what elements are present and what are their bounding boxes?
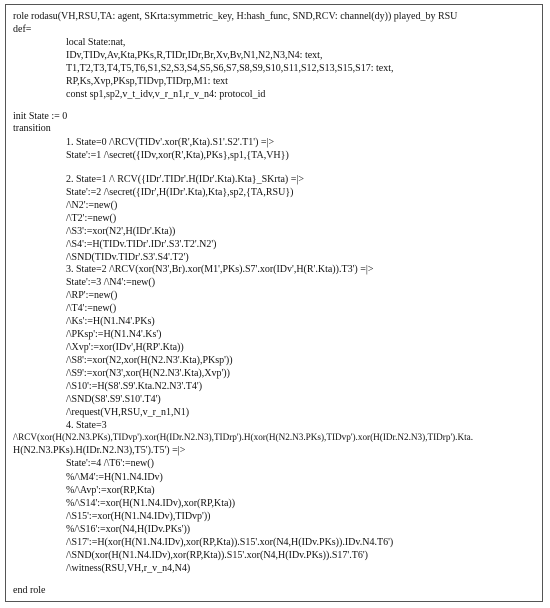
code-line: const sp1,sp2,v_t_idv,v_r_n1,r_v_n4: protocol_id — [66, 89, 266, 101]
code-line: local State:nat, — [66, 37, 126, 49]
code-line: 3. State=2 /\RCV(xor(N3',Br).xor(M1',PKs).S7'.xor(IDv',H(R'.Kta)).T3') =|> — [66, 264, 374, 276]
code-line: State':=1 /\secret({IDv,xor(R',Kta),PKs},sp1,{TA,VH}) — [66, 149, 289, 161]
code-line: State':=2 /\secret({IDr',H(IDr'.Kta),Kta},sp2,{TA,RSU}) — [66, 186, 294, 198]
code-line: transition — [13, 122, 51, 134]
code-line: %/\Avp':=xor(RP,Kta) — [66, 484, 155, 496]
code-line: /\witness(RSU,VH,r_v_n4,N4) — [66, 562, 191, 574]
code-listing-frame — [5, 4, 543, 602]
code-line: /\S8':=xor(N2,xor(H(N2.N3'.Kta),PKsp')) — [66, 355, 233, 367]
code-line: T1,T2,T3,T4,T5,T6,S1,S2,S3,S4,S5,S6,S7,S8,S9,S10,S11,S12,S13,S15,S17: text, — [66, 63, 394, 75]
code-line: /\T4':=new() — [66, 303, 117, 315]
code-line: /\SND(S8'.S9'.S10'.T4') — [66, 394, 161, 406]
code-line: %/\S14':=xor(H(N1.N4.IDv),xor(RP,Kta)) — [66, 497, 236, 509]
code-line: /\request(VH,RSU,v_r_n1,N1) — [66, 407, 190, 419]
code-line: /\SND(TIDv.TIDr'.S3'.S4'.T2') — [66, 251, 189, 263]
code-line: /\SND(xor(H(N1.N4.IDv),xor(RP,Kta)).S15'.xor(N4,H(IDv.PKs)).S17'.T6') — [66, 549, 368, 561]
code-line: init State := 0 — [13, 110, 68, 122]
code-line: /\Ks':=H(N1.N4'.PKs) — [66, 316, 155, 328]
code-line: /\S4':=H(TIDv.TIDr'.IDr'.S3'.T2'.N2') — [66, 238, 217, 250]
code-line: role rodasu(VH,RSU,TA: agent, SKrta:symmetric_key, H:hash_func, SND,RCV: channel(dy)) played_by RSU — [13, 11, 458, 22]
code-line: /\S9':=xor(N3',xor(H(N2.N3'.Kta),Xvp')) — [66, 368, 230, 380]
code-line: /\RP':=new() — [66, 290, 118, 302]
code-line: %/\M4':=H(N1.N4.IDv) — [66, 471, 163, 483]
code-line: 1. State=0 /\RCV(TIDv'.xor(R',Kta).S1'.S2'.T1') =|> — [66, 136, 275, 148]
code-line: State':=3 /\N4':=new() — [66, 277, 156, 289]
code-line: /\RCV(xor(H(N2.N3.PKs),TIDvp').xor(H(IDr.N2.N3),TIDrp').H(xor(H(N2.N3.PKs),TIDvp').xor(H(IDr.N2.N3),TIDrp').Kta. — [13, 432, 474, 443]
code-line: H(N2.N3.PKs).H(IDr.N2.N3),T5').T5') =|> — [13, 444, 186, 456]
code-line: /\S3':=xor(N2',H(IDr'.Kta)) — [66, 225, 176, 237]
code-line: /\Xvp':=xor(IDv',H(RP'.Kta)) — [66, 342, 184, 354]
code-line: 2. State=1 /\ RCV({IDr'.TIDr'.H(IDr'.Kta).Kta}_SKrta) =|> — [66, 173, 305, 185]
code-line: IDv,TIDv,Av,Kta,PKs,R,TIDr,IDr,Br,Xv,Bv,N1,N2,N3,N4: text, — [66, 50, 323, 62]
code-line: /\S17':=H(xor(H(N1.N4.IDv),xor(RP,Kta)).S15'.xor(N4,H(IDv.PKs)).IDv.N4.T6') — [66, 536, 394, 548]
code-line: /\S10':=H(S8'.S9'.Kta.N2.N3'.T4') — [66, 381, 203, 393]
code-line: RP,Ks,Xvp,PKsp,TIDvp,TIDrp,M1: text — [66, 76, 228, 88]
code-line: /\N2':=new() — [66, 199, 118, 211]
code-line: /\S15':=xor(H(N1.N4.IDv),TIDvp')) — [66, 510, 211, 522]
code-line: /\T2':=new() — [66, 212, 117, 224]
code-line: State':=4 /\T6':=new() — [66, 458, 154, 470]
code-line: end role — [13, 585, 46, 596]
code-line: def= — [13, 24, 32, 36]
code-line: 4. State=3 — [66, 420, 107, 432]
code-line: /\PKsp':=H(N1.N4'.Ks') — [66, 329, 162, 341]
code-line: %/\S16':=xor(N4,H(IDv.PKs')) — [66, 523, 191, 535]
